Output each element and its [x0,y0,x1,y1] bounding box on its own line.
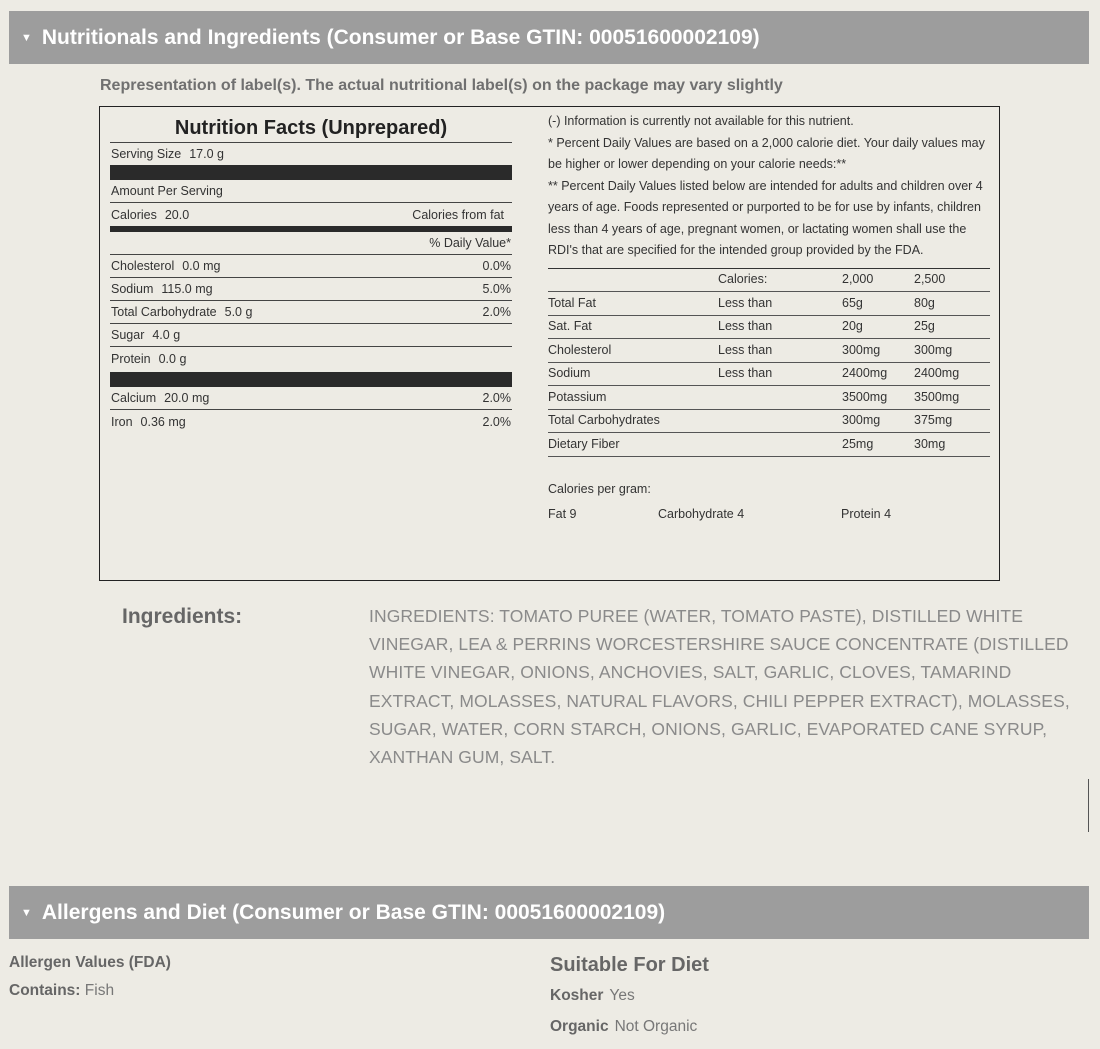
daily-values-row [548,339,990,363]
dv-qualifier: Less than [718,342,773,357]
nutrient-amount: 5.0 g [224,305,253,319]
nutrient-name: Protein [111,351,151,366]
kosher-value: Yes [609,987,635,1004]
dv-nutrient-name: Potassium [548,389,607,404]
dv-2500-value: 80g [914,295,935,310]
dv-2000-value: 3500mg [842,389,888,404]
nutrient-daily-value: 5.0% [482,282,511,296]
serving-size-value: 17.0 g [189,147,224,161]
caret-down-icon: ▼ [21,906,32,919]
ingredients-text: INGREDIENTS: TOMATO PUREE (WATER, TOMATO PASTE), DISTILLED WHITE VINEGAR, LEA & PERRINS WORCESTERSHIRE SAUCE CONCENTRATE (DISTILLED WHITE VINEGAR, ONIONS, ANCHOVIES, SALT, GARLIC, CLOVES, TAMARIND EXTRACT, MOLASSES, NATURAL FLAVORS, CHILI PEPPER EXTRACT), MOLASSES, SUGAR, WATER, CORN STARCH, ONIONS, GARLIC, EVAPORATED CANE SYRUP, XANTHAN GUM, SALT. [369,606,1070,768]
dv-nutrient-name: Dietary Fiber [548,436,620,451]
nutrient-name: Total Carbohydrate [111,305,217,319]
na-note: (-) Information is currently not available for this nutrient. [548,114,854,128]
daily-values-row [548,386,990,410]
dv-nutrient-name: Total Fat [548,295,596,310]
carbohydrate-per-gram: Carbohydrate 4 [658,507,745,521]
daily-values-row [548,410,990,434]
nutrient-amount: 4.0 g [152,328,181,342]
daily-values-header-row [548,269,990,293]
col-2500-header: 2,500 [914,272,946,286]
nutritionals-section-title: Nutritionals and Ingredients (Consumer or Base GTIN: 00051600002109) [41,25,760,49]
nutrient-amount: 0.36 mg [140,414,186,429]
protein-per-gram: Protein 4 [841,507,892,521]
amount-per-serving-label: Amount Per Serving [111,184,223,198]
daily-values-row [548,316,990,340]
daily-values-row [548,363,990,387]
dv-nutrient-name: Sodium [548,366,591,380]
nutrition-facts-title: Nutrition Facts (Unprepared) [174,117,448,139]
daily-value-header: % Daily Value* [429,236,511,250]
dv-2500-value: 375mg [914,413,953,427]
nutrient-name: Sugar [111,328,145,342]
allergen-contains [9,982,114,1000]
nutrient-name: Cholesterol [111,259,175,273]
kosher-label: Kosher [550,987,604,1004]
nutrient-daily-value: 2.0% [482,414,511,429]
calories-per-gram-row [548,504,990,526]
caret-down-icon: ▼ [21,31,32,44]
allergen-values-title: Allergen Values (FDA) [9,954,171,971]
calories-per-gram-label: Calories per gram: [548,481,651,496]
kosher-row [550,987,635,1005]
calories-from-fat: Calories from fat [412,207,504,222]
nutrient-row [110,255,512,278]
calories-header-label: Calories: [718,272,768,286]
pdv-note-2: ** Percent Daily Values listed below are intended for adults and children over 4 years of age. Foods represented or purported to be for use by infants, children less than 4 years of age, pregnant women, or lactating women shall use the RDI's that are specified for the intended group provided by the FDA. [548,178,983,257]
dv-qualifier: Less than [718,295,773,310]
organic-row [550,1018,697,1036]
nutrient-name: Sodium [111,282,154,296]
nutrient-row [110,324,512,347]
nutrient-row [110,410,512,433]
nutrient-amount: 0.0 g [158,351,187,366]
daily-values-row [548,292,990,316]
pdv-note: * Percent Daily Values are based on a 2,000 calorie diet. Your daily values may be higher or lower depending on your calorie needs:** [548,135,985,171]
allergens-section-title: Allergens and Diet (Consumer or Base GTIN: 00051600002109) [41,900,666,924]
representation-note: Representation of label(s). The actual nutritional label(s) on the package may vary slightly [100,77,783,94]
serving-size-label: Serving Size [111,147,182,161]
divider-line [1088,779,1089,832]
nutrition-label-box [99,106,1000,581]
nutrient-daily-value: 0.0% [482,259,511,273]
daily-values-table [548,268,990,457]
nutrient-name: Iron [111,414,133,429]
organic-value: Not Organic [614,1018,698,1035]
allergens-section-header[interactable] [9,886,1089,939]
dv-nutrient-name: Sat. Fat [548,319,592,333]
nutrition-facts-panel [110,107,512,433]
dv-nutrient-name: Cholesterol [548,342,612,357]
contains-value: Fish [84,982,115,999]
dv-qualifier: Less than [718,366,773,380]
dv-2000-value: 300mg [842,413,881,427]
dv-2500-value: 3500mg [914,389,960,404]
nutrient-amount: 20.0 mg [164,391,210,405]
dv-2500-value: 300mg [914,342,953,357]
calories-row [110,203,512,226]
ingredients-label: Ingredients: [122,605,243,628]
dv-2500-value: 30mg [914,436,946,451]
footnote-panel [548,111,990,526]
thick-divider [110,165,512,180]
dv-2500-value: 25g [914,319,935,333]
serving-size-row [110,142,512,165]
dv-2000-value: 2400mg [842,366,888,380]
nutrient-amount: 0.0 mg [182,259,221,273]
nutritionals-section-header[interactable] [9,11,1089,64]
nutrient-row [110,301,512,324]
thick-divider [110,372,512,387]
nutrient-row [110,347,512,370]
col-2000-header: 2,000 [842,272,874,286]
dv-2000-value: 25mg [842,436,874,451]
contains-label: Contains: [9,982,81,999]
daily-values-row [548,433,990,457]
dv-2000-value: 300mg [842,342,881,357]
daily-value-header-row [110,232,512,255]
suitable-for-diet-title: Suitable For Diet [550,954,709,976]
calories-value: 20.0 [164,207,190,222]
dv-2000-value: 65g [842,295,863,310]
amount-per-serving-row [110,180,512,203]
nutrient-daily-value: 2.0% [482,391,511,405]
nutrient-row [110,387,512,410]
nutrient-row [110,278,512,301]
dv-2000-value: 20g [842,319,863,333]
nutrient-amount: 115.0 mg [161,282,213,296]
dv-2500-value: 2400mg [914,366,960,380]
organic-label: Organic [550,1018,609,1035]
dv-qualifier: Less than [718,319,773,333]
calories-label: Calories [111,207,157,222]
dv-nutrient-name: Total Carbohydrates [548,413,660,427]
nutrient-name: Calcium [111,391,157,405]
fat-per-gram: Fat 9 [548,507,577,521]
nutrient-daily-value: 2.0% [482,305,511,319]
